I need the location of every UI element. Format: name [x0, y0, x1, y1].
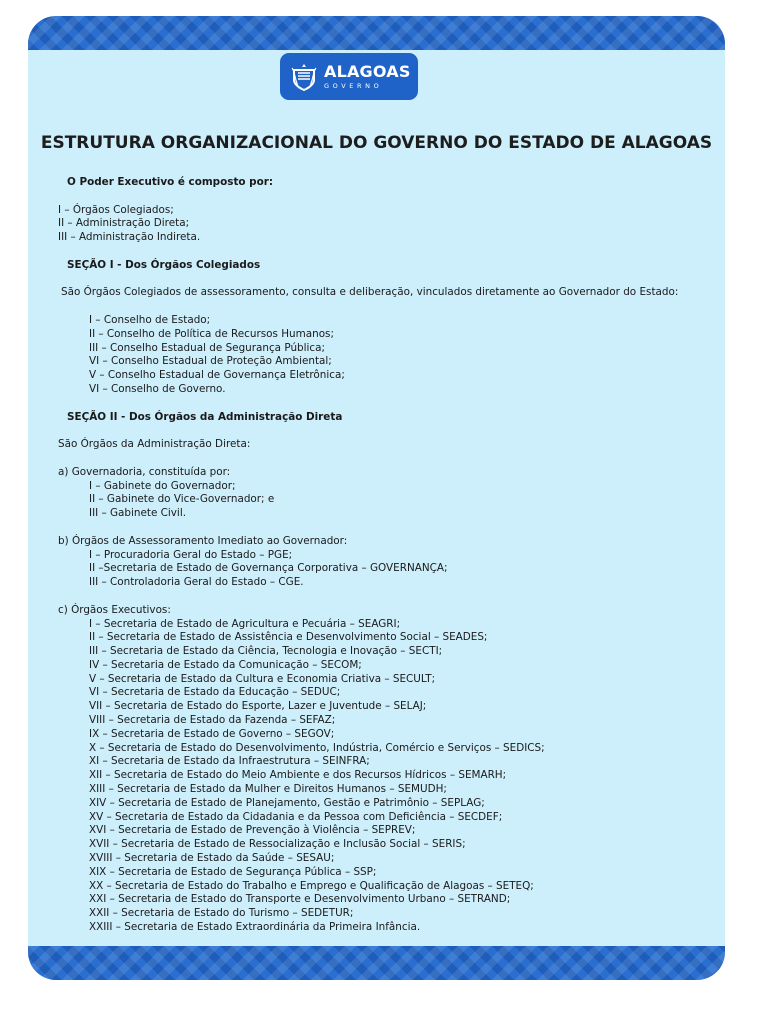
state-coat-of-arms-icon: [290, 62, 318, 92]
list-item: I – Secretaria de Estado de Agricultura e Pecuária – SEAGRI;: [89, 617, 401, 630]
list-item: XV – Secretaria de Estado da Cidadania e da Pessoa com Deficiência – SECDEF;: [89, 810, 503, 823]
section-2-text: São Órgãos da Administração Direta:: [58, 438, 251, 451]
group-a-label: a) Governadoria, constituída por:: [58, 465, 231, 478]
list-item: X – Secretaria de Estado do Desenvolvimento, Indústria, Comércio e Serviços – SEDICS;: [89, 741, 545, 754]
list-item: VI – Conselho de Governo.: [89, 382, 226, 395]
list-item: II – Administração Direta;: [58, 217, 190, 230]
list-item: II – Conselho de Política de Recursos Humanos;: [89, 327, 334, 340]
document-body: [58, 176, 698, 935]
list-item: I – Procuradoria Geral do Estado – PGE;: [89, 548, 293, 561]
top-decorative-band: [28, 16, 725, 50]
list-item: IX – Secretaria de Estado de Governo – SEGOV;: [89, 727, 335, 740]
list-item: III – Secretaria de Estado da Ciência, Tecnologia e Inovação – SECTI;: [89, 645, 443, 658]
list-item: I – Gabinete do Governador;: [89, 479, 236, 492]
list-item: XVIII – Secretaria de Estado da Saúde – SESAU;: [89, 852, 335, 865]
document-title: ESTRUTURA ORGANIZACIONAL DO GOVERNO DO ESTADO DE ALAGOAS: [40, 133, 713, 153]
list-item: XVII – Secretaria de Estado de Ressocialização e Inclusão Social – SERIS;: [89, 838, 466, 851]
list-item: III – Gabinete Civil.: [89, 507, 187, 520]
section-1-heading: SEÇÃO I - Dos Órgãos Colegiados: [67, 258, 261, 271]
list-item: V – Secretaria de Estado da Cultura e Economia Criativa – SECULT;: [89, 672, 436, 685]
list-item: XIX – Secretaria de Estado de Segurança Pública – SSP;: [89, 865, 377, 878]
list-item: XX – Secretaria de Estado do Trabalho e Emprego e Qualificação de Alagoas – SETEQ;: [89, 879, 534, 892]
list-item: XXI – Secretaria de Estado do Transporte e Desenvolvimento Urbano – SETRAND;: [89, 893, 511, 906]
list-item: XXII – Secretaria de Estado do Turismo – SEDETUR;: [89, 907, 354, 920]
list-item: VI – Conselho Estadual de Proteção Ambiental;: [89, 355, 332, 368]
list-item: XXIII – Secretaria de Estado Extraordinária da Primeira Infância.: [89, 921, 421, 934]
alagoas-governo-logo: [280, 53, 418, 100]
list-item: III – Conselho Estadual de Segurança Pública;: [89, 341, 325, 354]
list-item: I – Órgãos Colegiados;: [58, 203, 174, 216]
list-item: XI – Secretaria de Estado da Infraestrutura – SEINFRA;: [89, 755, 370, 768]
section-2-heading: SEÇÃO II - Dos Órgãos da Administração Direta: [67, 410, 343, 423]
bottom-decorative-band: [28, 946, 725, 980]
list-item: II – Gabinete do Vice-Governador; e: [89, 493, 275, 506]
list-item: IV – Secretaria de Estado da Comunicação – SECOM;: [89, 658, 362, 671]
intro-heading: O Poder Executivo é composto por:: [67, 176, 274, 188]
list-item: XIII – Secretaria de Estado da Mulher e Direitos Humanos – SEMUDH;: [89, 783, 447, 796]
logo-name: ALAGOAS: [324, 61, 411, 81]
list-item: XVI – Secretaria de Estado de Prevenção à Violência – SEPREV;: [89, 824, 416, 837]
list-item: V – Conselho Estadual de Governança Eletrônica;: [89, 369, 345, 382]
list-item: III – Administração Indireta.: [58, 231, 201, 244]
list-item: VII – Secretaria de Estado do Esporte, Lazer e Juventude – SELAJ;: [89, 700, 427, 713]
list-item: VIII – Secretaria de Estado da Fazenda – SEFAZ;: [89, 714, 336, 727]
list-item: II –Secretaria de Estado de Governança Corporativa – GOVERNANÇA;: [89, 562, 448, 575]
list-item: XII – Secretaria de Estado do Meio Ambiente e dos Recursos Hídricos – SEMARH;: [89, 769, 507, 782]
logo-subtitle: GOVERNO: [324, 81, 383, 90]
section-1-text: São Órgãos Colegiados de assessoramento, consulta e deliberação, vinculados diretamente ao Governador do Estado:: [61, 286, 679, 299]
group-b-label: b) Órgãos de Assessoramento Imediato ao Governador:: [58, 534, 348, 547]
list-item: III – Controladoria Geral do Estado – CGE.: [89, 576, 304, 589]
group-c-label: c) Órgãos Executivos:: [58, 603, 171, 616]
list-item: XIV – Secretaria de Estado de Planejamento, Gestão e Patrimônio – SEPLAG;: [89, 796, 485, 809]
list-item: I – Conselho de Estado;: [89, 313, 211, 326]
list-item: II – Secretaria de Estado de Assistência e Desenvolvimento Social – SEADES;: [89, 631, 488, 644]
list-item: VI – Secretaria de Estado da Educação – SEDUC;: [89, 686, 341, 699]
